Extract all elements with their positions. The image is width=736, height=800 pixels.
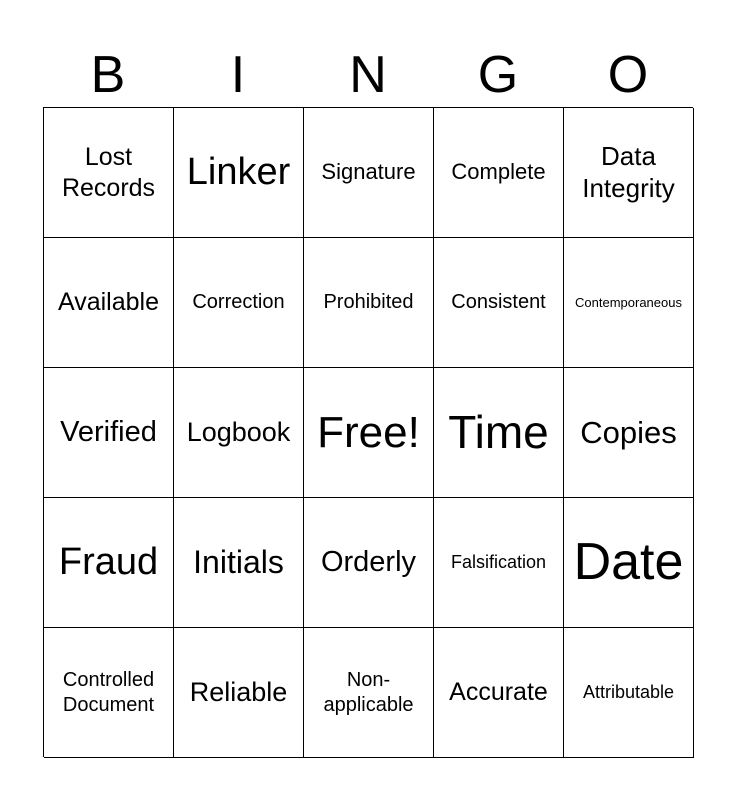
bingo-cell: Time	[434, 368, 564, 498]
header-letter-g: G	[477, 46, 519, 104]
bingo-header	[43, 42, 693, 108]
bingo-cell: Data Integrity	[564, 108, 694, 238]
bingo-cell: Attributable	[564, 628, 694, 758]
bingo-cell: Linker	[174, 108, 304, 238]
bingo-cell: Lost Records	[44, 108, 174, 238]
bingo-cell: Falsification	[434, 498, 564, 628]
bingo-cell: Initials	[174, 498, 304, 628]
bingo-cell: Reliable	[174, 628, 304, 758]
header-letter-b: B	[90, 46, 126, 104]
bingo-cell: Date	[564, 498, 694, 628]
bingo-cell: Controlled Document	[44, 628, 174, 758]
free-space-cell: Free!	[304, 368, 434, 498]
bingo-cell: Copies	[564, 368, 694, 498]
bingo-cell: Fraud	[44, 498, 174, 628]
bingo-cell: Orderly	[304, 498, 434, 628]
bingo-cell: Prohibited	[304, 238, 434, 368]
bingo-board	[43, 107, 693, 757]
header-letter-i: I	[230, 46, 246, 104]
bingo-cell: Complete	[434, 108, 564, 238]
bingo-cell: Non-applicable	[304, 628, 434, 758]
bingo-cell: Available	[44, 238, 174, 368]
bingo-cell: Contemporaneous	[564, 238, 694, 368]
bingo-cell: Correction	[174, 238, 304, 368]
bingo-cell: Signature	[304, 108, 434, 238]
header-letter-o: O	[607, 46, 649, 104]
bingo-cell: Accurate	[434, 628, 564, 758]
bingo-cell: Logbook	[174, 368, 304, 498]
bingo-cell: Verified	[44, 368, 174, 498]
bingo-cell: Consistent	[434, 238, 564, 368]
header-letter-n: N	[349, 46, 387, 104]
